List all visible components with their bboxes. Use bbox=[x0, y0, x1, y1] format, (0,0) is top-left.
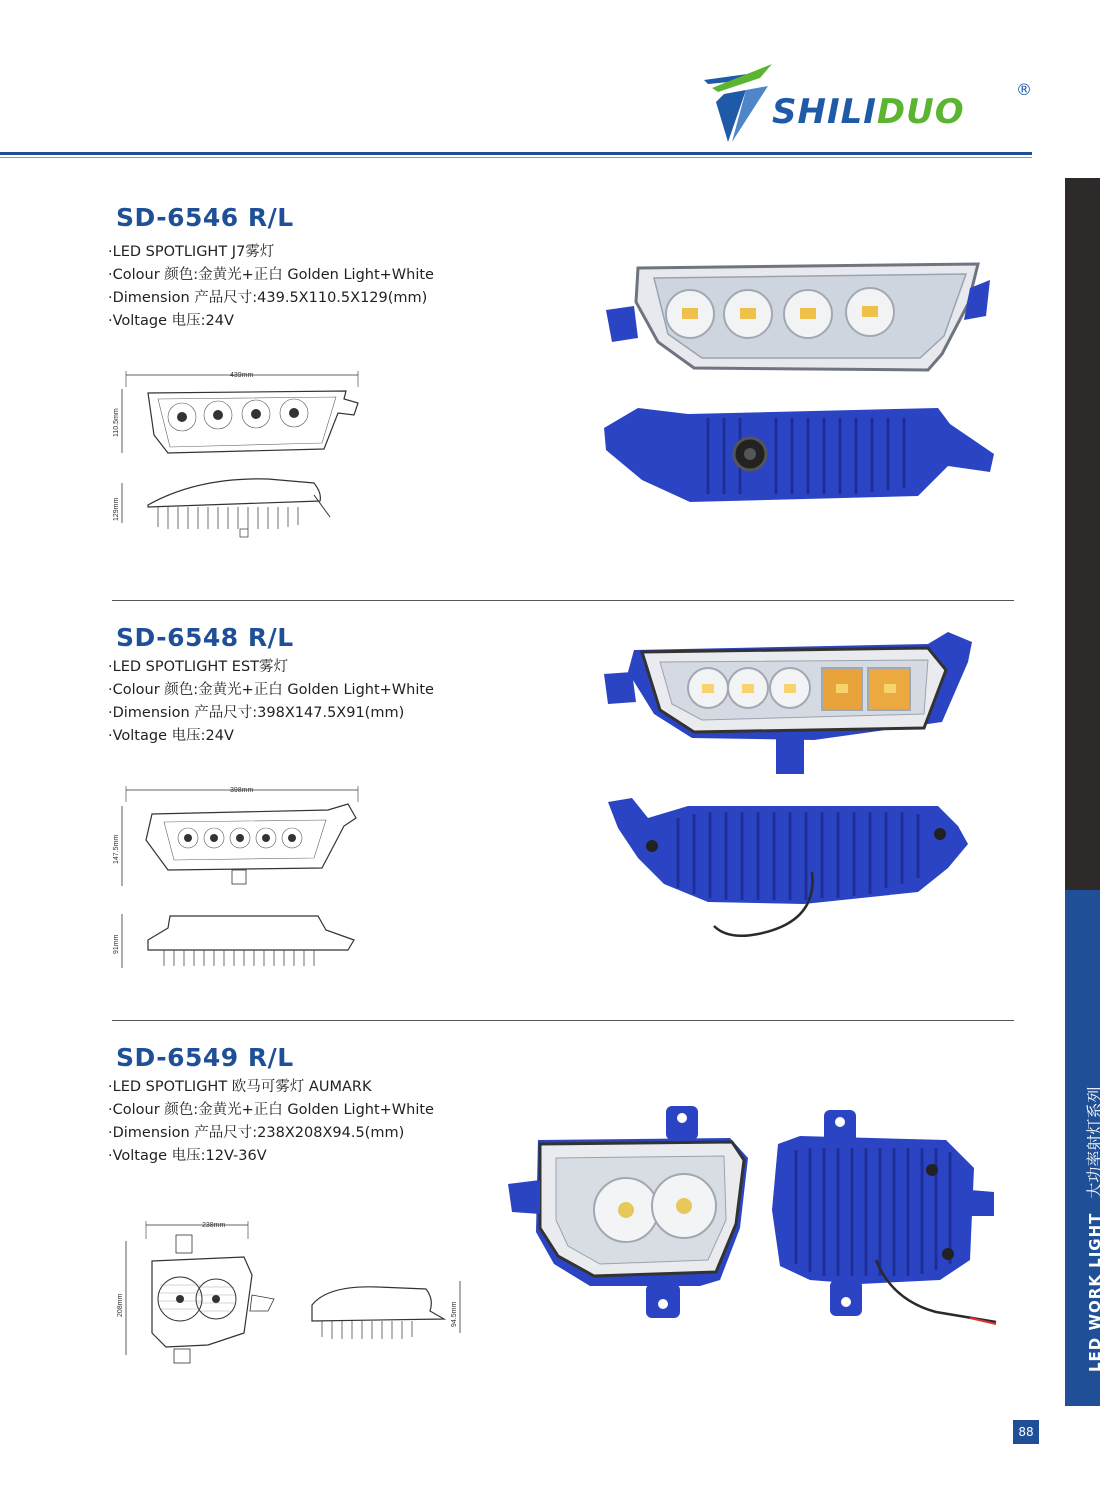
dim-depth-3: 94.5mm bbox=[451, 1301, 458, 1327]
side-tab-zh: 大功率射灯系列 bbox=[1085, 1086, 1104, 1199]
logo-mark-icon bbox=[702, 58, 782, 148]
dim-width-2: 398mm bbox=[230, 787, 254, 794]
brand-name-blue: SHILI bbox=[772, 92, 877, 132]
product-specs-2 bbox=[108, 656, 434, 748]
dim-depth-2: 91mm bbox=[113, 934, 120, 954]
spec-dimension: ·Dimension 产品尺寸:439.5X110.5X129(mm) bbox=[108, 290, 428, 306]
spec-dimension: ·Dimension 产品尺寸:398X147.5X91(mm) bbox=[108, 705, 405, 721]
dim-width-3: 238mm bbox=[202, 1222, 226, 1229]
product-specs-1 bbox=[108, 241, 434, 333]
product-photo-1 bbox=[598, 258, 1002, 508]
product-title-3: SD-6549 R/L bbox=[116, 1043, 294, 1072]
spec-type: ·LED SPOTLIGHT EST雾灯 bbox=[108, 659, 289, 675]
side-tab-label bbox=[1082, 1087, 1105, 1372]
header-rule bbox=[0, 152, 1032, 155]
dim-height-2: 147.5mm bbox=[113, 834, 120, 864]
spec-voltage: ·Voltage 电压:12V-36V bbox=[108, 1148, 267, 1164]
dim-width-1: 439mm bbox=[230, 372, 254, 379]
spec-type: ·LED SPOTLIGHT J7雾灯 bbox=[108, 244, 275, 260]
spec-type: ·LED SPOTLIGHT 欧马可雾灯 AUMARK bbox=[108, 1079, 372, 1095]
side-tab-en: LED WORK LIGHT bbox=[1086, 1212, 1104, 1372]
product-photo-3 bbox=[500, 1100, 1000, 1330]
product-title-2: SD-6548 R/L bbox=[116, 623, 294, 652]
spec-voltage: ·Voltage 电压:24V bbox=[108, 313, 234, 329]
product-title-1: SD-6546 R/L bbox=[116, 203, 294, 232]
technical-drawing-2 bbox=[108, 780, 368, 970]
section-divider-2 bbox=[112, 1020, 1014, 1021]
spec-dimension: ·Dimension 产品尺寸:238X208X94.5(mm) bbox=[108, 1125, 405, 1141]
brand-logo bbox=[702, 58, 1042, 148]
brand-name-green: DUO bbox=[876, 92, 965, 132]
dim-height-3: 208mm bbox=[117, 1293, 124, 1317]
technical-drawing-1 bbox=[108, 365, 368, 545]
header-rule-thin bbox=[0, 157, 1032, 158]
spec-colour: ·Colour 颜色:金黄光+正白 Golden Light+White bbox=[108, 1102, 434, 1118]
dim-depth-1: 129mm bbox=[113, 497, 120, 521]
spec-colour: ·Colour 颜色:金黄光+正白 Golden Light+White bbox=[108, 682, 434, 698]
side-tab-dark bbox=[1065, 178, 1100, 890]
dim-height-1: 110.5mm bbox=[113, 408, 120, 437]
page-number: 88 bbox=[1013, 1420, 1039, 1444]
spec-voltage: ·Voltage 电压:24V bbox=[108, 728, 234, 744]
technical-drawing-3 bbox=[108, 1215, 468, 1375]
product-photo-2 bbox=[598, 622, 1002, 952]
product-specs-3 bbox=[108, 1076, 434, 1168]
registered-mark: ® bbox=[1016, 80, 1032, 99]
section-divider-1 bbox=[112, 600, 1014, 601]
spec-colour: ·Colour 颜色:金黄光+正白 Golden Light+White bbox=[108, 267, 434, 283]
